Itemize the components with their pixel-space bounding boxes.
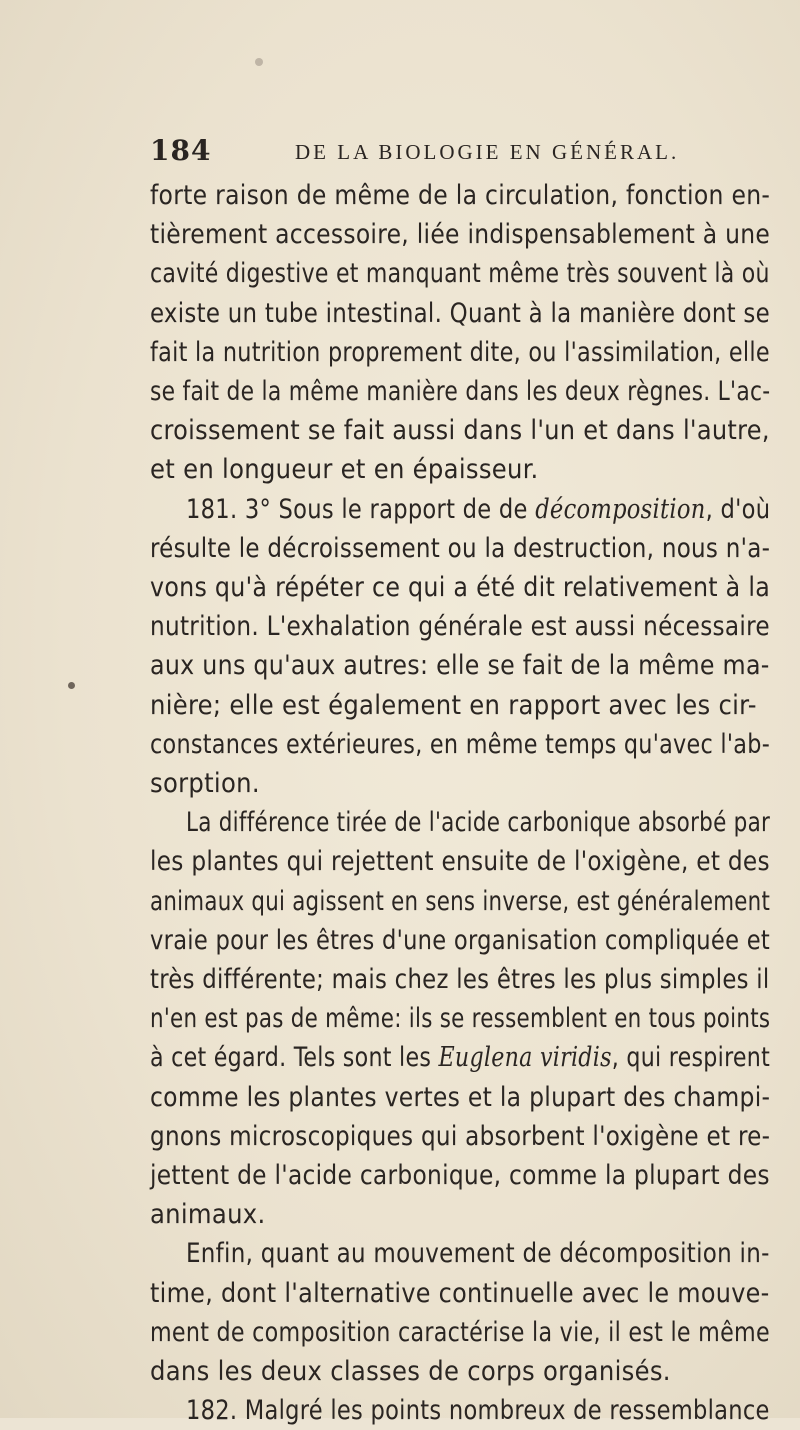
text-line: fait la nutrition proprement dite, ou l'assimilation, elle — [150, 336, 770, 368]
text-line: nière; elle est également en rapport avec les cir- — [150, 689, 757, 721]
text-line: constances extérieures, en même temps qu'avec l'ab- — [150, 728, 771, 760]
text-line: nutrition. L'exhalation générale est aussi nécessaire — [150, 611, 770, 643]
text-line: et en longueur et en épaisseur. — [150, 454, 539, 486]
text-line: dans les deux classes de corps organisés. — [150, 1356, 671, 1387]
text-segment: à cet égard. Tels sont les — [150, 1042, 439, 1074]
text-line: se fait de la même manière dans les deux règnes. L'ac- — [150, 376, 771, 407]
italic-term: décomposition — [535, 493, 706, 525]
text-line: résulte le décroissement ou la destruction, nous n'a- — [150, 532, 771, 564]
text-line: Enfin, quant au mouvement de décomposition in- — [186, 1238, 770, 1270]
text-line: jettent de l'acide carbonique, comme la plupart des — [150, 1160, 770, 1191]
text-line: forte raison de même de la circulation, fonction en- — [150, 180, 771, 211]
text-segment: , d'où — [705, 493, 771, 525]
text-line: existe un tube intestinal. Quant à la manière dont se — [150, 297, 771, 329]
text-line: sorption. — [150, 768, 260, 799]
page-header — [150, 134, 770, 174]
running-head: DE LA BIOLOGIE EN GÉNÉRAL. — [295, 140, 680, 164]
text-line: 182. Malgré les points nombreux de ressemblance — [186, 1395, 770, 1427]
ink-spot — [68, 682, 75, 689]
italic-term: Euglena viridis — [438, 1042, 612, 1074]
text-line: tièrement accessoire, liée indispensablement à une — [150, 219, 771, 251]
text-segment: 181. 3° Sous le rapport de de — [186, 493, 536, 525]
text-line — [186, 490, 770, 529]
ink-spot — [255, 58, 263, 66]
text-line: aux uns qu'aux autres: elle se fait de la même ma- — [150, 650, 770, 682]
text-line: comme les plantes vertes et la plupart des champi- — [150, 1081, 771, 1113]
text-line: vons qu'à répéter ce qui a été dit relativement à la — [150, 572, 771, 603]
text-line: croissement se fait aussi dans l'un et dans l'autre, — [150, 415, 770, 447]
text-line: très différente; mais chez les êtres les plus simples il — [150, 964, 770, 995]
text-line: animaux qui agissent en sens inverse, est généralement — [150, 885, 771, 917]
text-line: cavité digestive et manquant même très souvent là où — [150, 258, 770, 290]
text-line: gnons microscopiques qui absorbent l'oxigène et re- — [150, 1120, 771, 1152]
text-line: les plantes qui rejettent ensuite de l'oxigène, et des — [150, 846, 770, 878]
text-line: n'en est pas de même: ils se ressemblent en tous points — [150, 1003, 771, 1035]
text-line: time, dont l'alternative continuelle avec le mouve- — [150, 1277, 770, 1309]
text-segment: , qui respirent — [611, 1042, 771, 1074]
page-number: 184 — [150, 134, 212, 167]
text-line: vraie pour les êtres d'une organisation compliquée et — [150, 924, 771, 956]
text-line: ment de composition caractérise la vie, il est le même — [150, 1316, 770, 1348]
text-line — [150, 1038, 770, 1077]
text-line: La différence tirée de l'acide carbonique absorbé par — [186, 807, 771, 839]
text-line: animaux. — [150, 1199, 266, 1231]
